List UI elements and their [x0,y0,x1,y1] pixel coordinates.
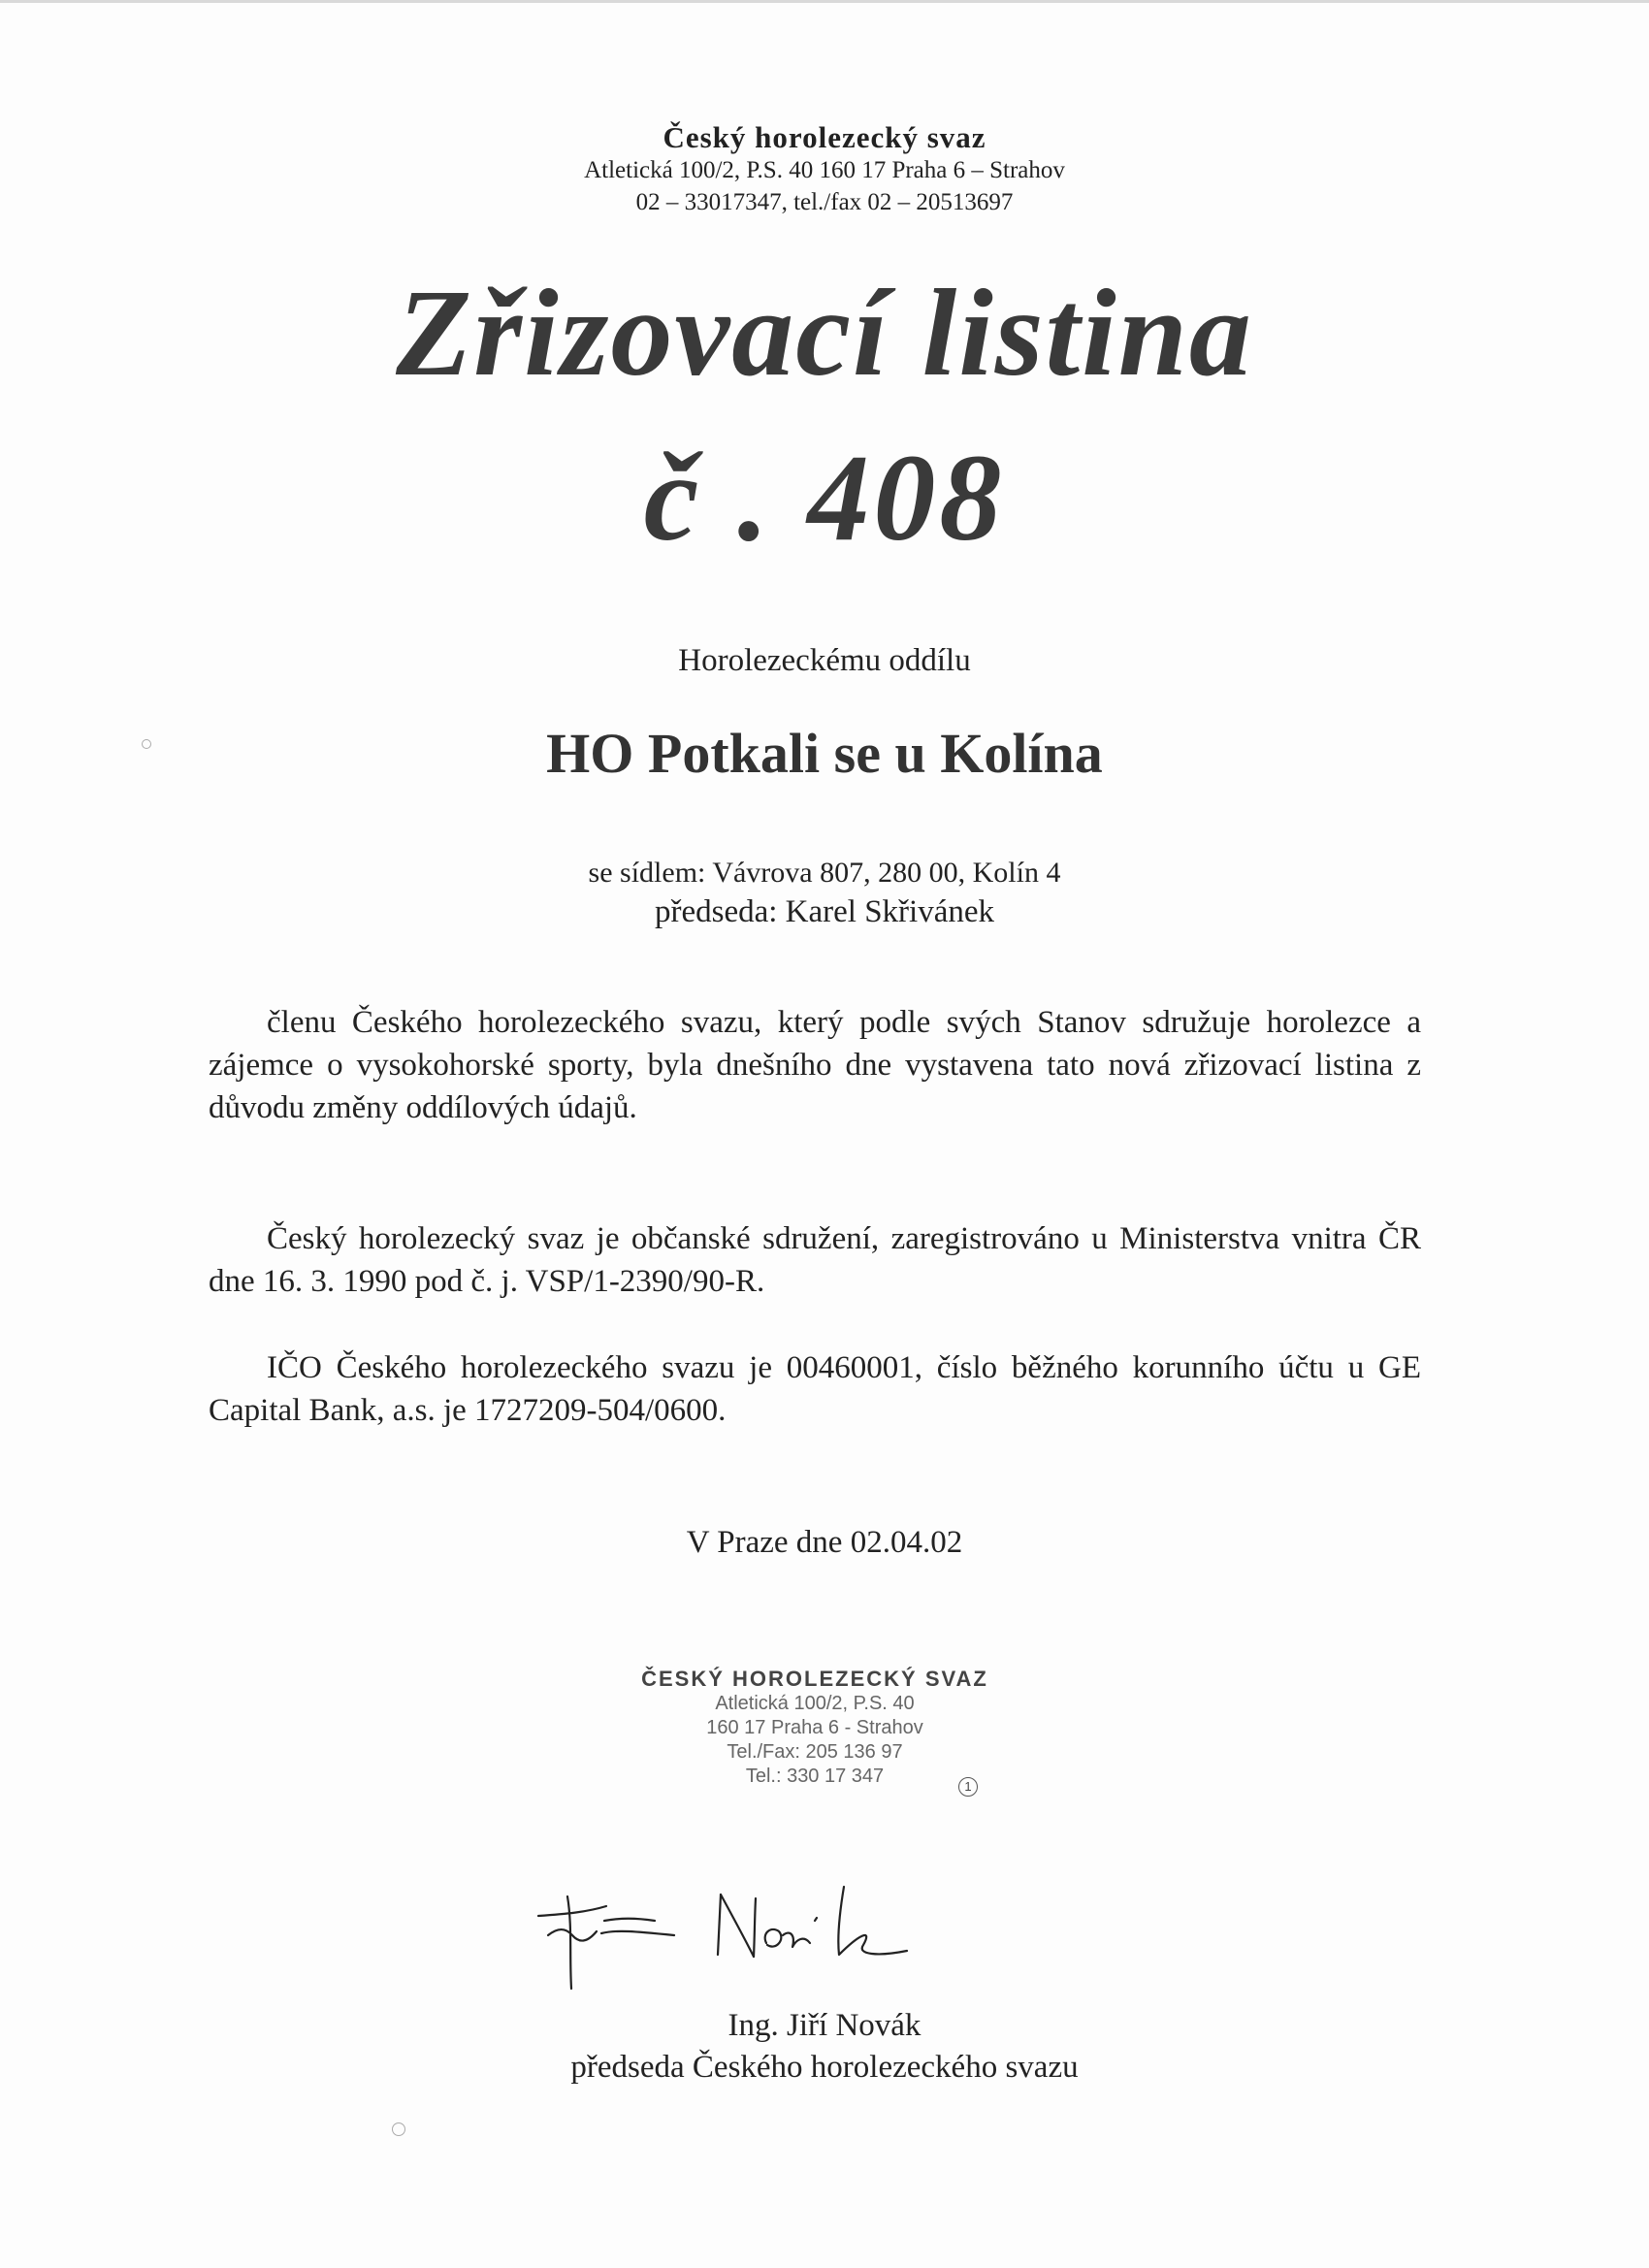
stamp-number-mark: 1 [958,1777,978,1797]
club-name: HO Potkali se u Kolína [546,722,1103,785]
stamp-phone-line: Tel.: 330 17 347 [745,1766,885,1787]
organization-phone: 02 – 33017347, tel./fax 02 – 20513697 [635,189,1014,215]
signer-role: předseda Českého horolezeckého svazu [570,2050,1079,2085]
document-number: č . 408 [643,429,1006,567]
organization-address: Atletická 100/2, P.S. 40 160 17 Praha 6 – Strahov [584,157,1065,183]
paragraph-text: IČO Českého horolezeckého svazu je 00460001, číslo běžného korunního účtu u GE Capital Bank, a.s. je 1727209-504/0600. [209,1350,1421,1428]
club-chairman: předseda: Karel Skřivánek [654,894,995,929]
organization-name: Český horolezecký svaz [663,120,986,154]
body-paragraph-membership [209,1001,1421,1129]
handwritten-signature [529,1867,936,1993]
body-paragraph-registration [209,1217,1421,1303]
document-title: Zřizovací listina [396,264,1253,402]
scan-edge [0,0,1649,3]
scan-speck [392,2122,405,2136]
signer-name: Ing. Jiří Novák [728,2008,922,2043]
paragraph-text: členu Českého horolezeckého svazu, který podle svých Stanov sdružuje horolezce a zájemce o vysokohorské sporty, byla dnešního dne vystavena tato nová zřizovací listina z důvodu změny oddílových údajů. [209,1005,1421,1125]
club-seat: se sídlem: Vávrova 807, 280 00, Kolín 4 [588,857,1061,889]
place-and-date: V Praze dne 02.04.02 [686,1525,963,1560]
body-paragraph-bank [209,1346,1421,1432]
organization-stamp [630,1667,999,1789]
recipient-intro: Horolezeckému oddílu [678,643,971,678]
scan-speck [142,739,151,749]
stamp-title: ČESKÝ HOROLEZECKÝ SVAZ [641,1667,988,1691]
stamp-fax-line: Tel./Fax: 205 136 97 [727,1741,903,1763]
paragraph-text: Český horolezecký svaz je občanské sdružení, zaregistrováno u Ministerstva vnitra ČR dne 16. 3. 1990 pod č. j. VSP/1-2390/90-R. [209,1221,1421,1299]
stamp-address-line: Atletická 100/2, P.S. 40 [715,1693,915,1714]
stamp-city-line: 160 17 Praha 6 - Strahov [706,1717,923,1738]
